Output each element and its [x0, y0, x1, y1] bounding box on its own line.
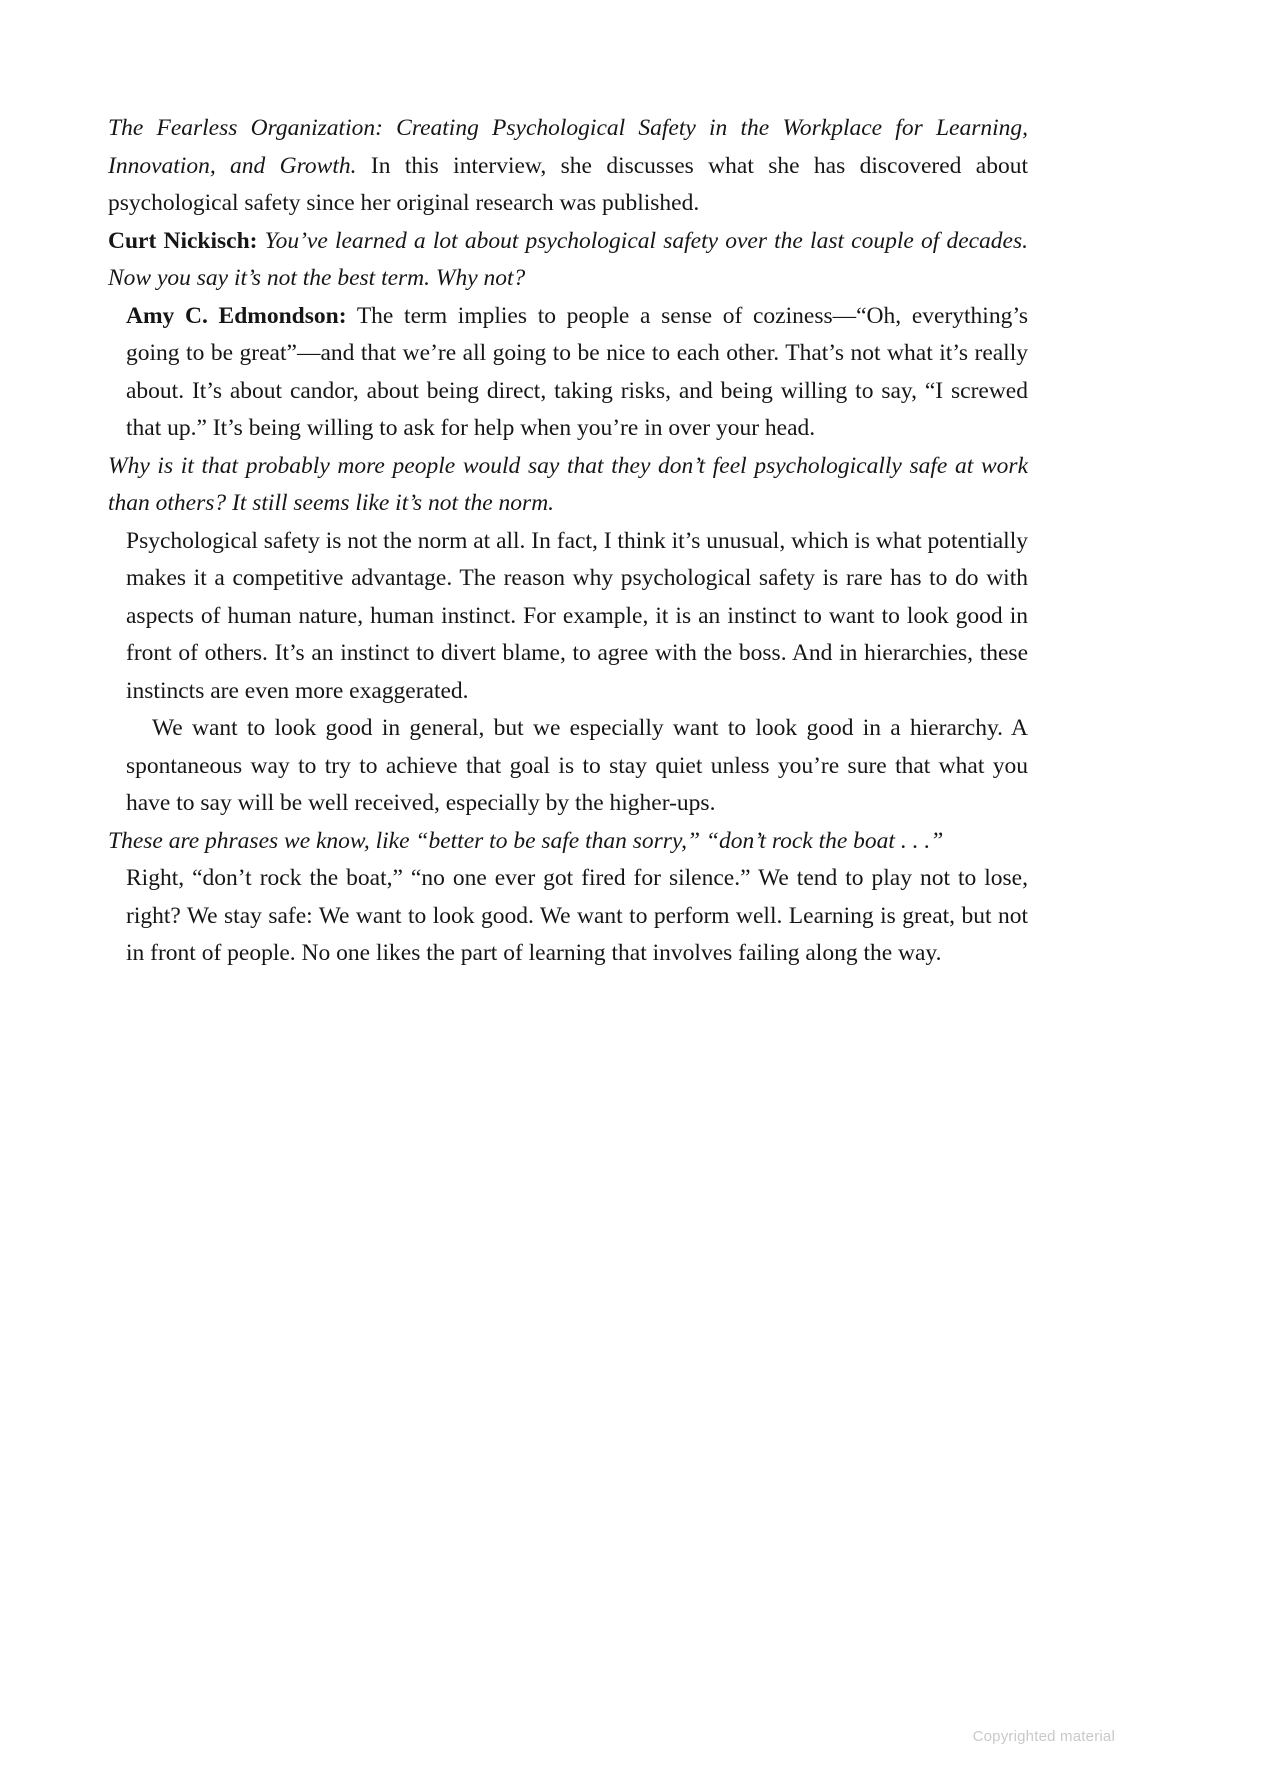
interviewer-question-3	[108, 823, 1028, 861]
question-3-text: These are phrases we know, like “better to be safe than sorry,” “don’t rock the boat . . .”	[108, 827, 944, 854]
intro-paragraph	[108, 110, 1028, 223]
answer-2-para-1-text: Psychological safety is not the norm at all. In fact, I think it’s unusual, which is what potentially makes it a competitive advantage. The reason why psychological safety is rare has to do with aspects of human nature, human instinct. For example, it is an instinct to want to look good in front of others. It’s an instinct to divert blame, to agree with the boss. And in hierarchies, these instincts are even more exaggerated.	[126, 527, 1028, 704]
book-title: The Fearless Organization: Creating Psychological Safety in the Workplace for Learning, Innovation, and Growth.	[108, 115, 1028, 179]
interviewer-question-1	[108, 223, 1028, 298]
interviewee-answer-2-para-1	[108, 523, 1028, 711]
interviewer-name: Curt Nickisch:	[108, 227, 258, 254]
answer-1-text: The term implies to people a sense of coziness—“Oh, everything’s going to be great”—and that we’re all going to be nice to each other. That’s not what it’s really about. It’s about candor, about being direct, taking risks, and being willing to say, “I screwed that up.” It’s being willing to ask for help when you’re in over your head.	[126, 302, 1028, 441]
answer-3-text: Right, “don’t rock the boat,” “no one ever got fired for silence.” We tend to play not to lose, right? We stay safe: We want to look good. We want to perform well. Learning is great, but not in front of people. No one likes the part of learning that involves failing along the way.	[126, 865, 1028, 966]
interviewee-answer-2-para-2	[108, 710, 1028, 823]
interviewer-question-2	[108, 448, 1028, 523]
page-text-block	[108, 110, 1028, 973]
intro-text: In this interview, she discusses what she has discovered about psychological safety since her original research was published.	[108, 152, 1028, 216]
question-2-text: Why is it that probably more people would say that they don’t feel psychologically safe at work than others? It still seems like it’s not the norm.	[108, 452, 1028, 516]
copyright-watermark: Copyrighted material	[972, 1728, 1115, 1745]
question-1-text: You’ve learned a lot about psychological safety over the last couple of decades. Now you say it’s not the best term. Why not?	[108, 227, 1028, 291]
interviewee-answer-3	[108, 860, 1028, 973]
interviewee-answer-1	[108, 298, 1028, 448]
answer-2-para-2-text: We want to look good in general, but we especially want to look good in a hierarchy. A spontaneous way to try to achieve that goal is to stay quiet unless you’re sure that what you have to say will be well received, especially by the higher-ups.	[126, 715, 1028, 816]
interviewee-name: Amy C. Edmondson:	[126, 302, 347, 329]
